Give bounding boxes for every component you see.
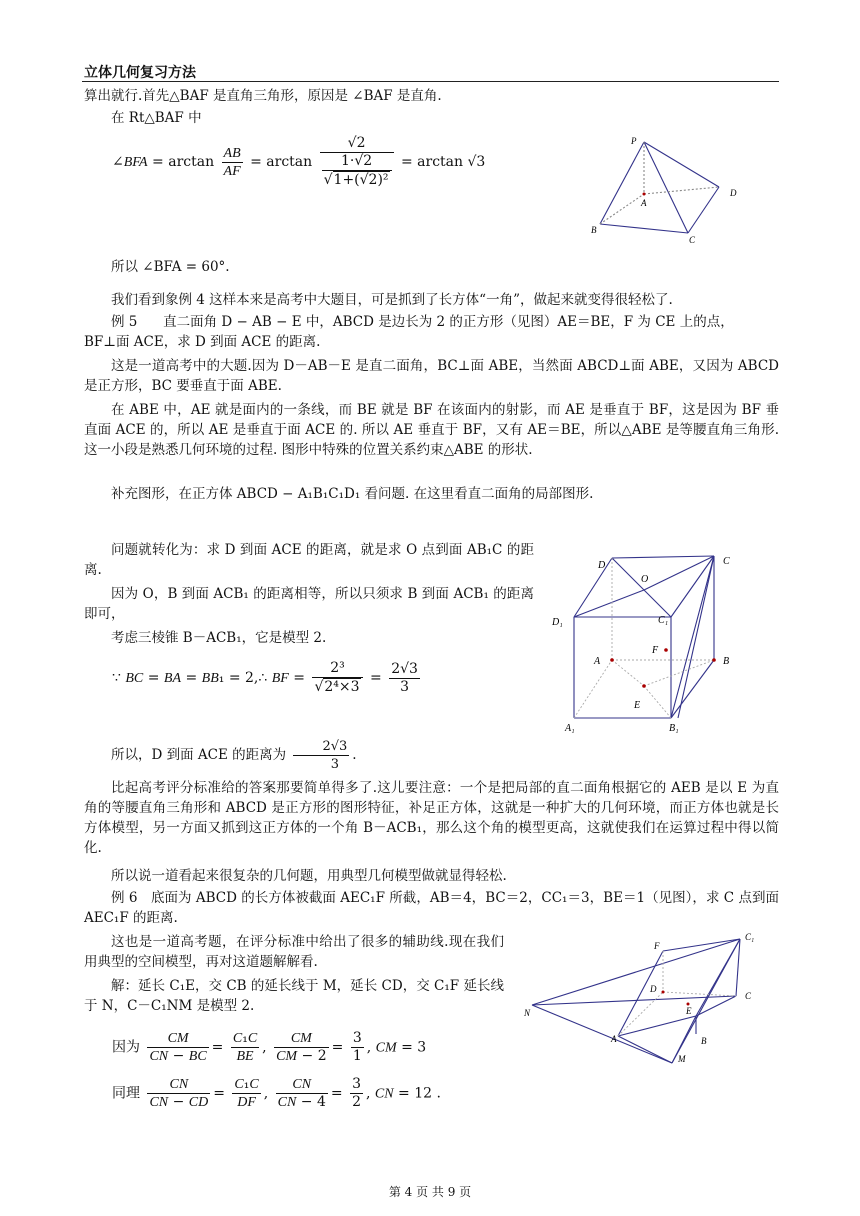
paragraph-5 bbox=[84, 312, 779, 332]
cube-figure bbox=[548, 546, 748, 738]
svg-text:B: B bbox=[701, 1036, 707, 1046]
svg-text:A: A bbox=[611, 1034, 617, 1044]
paragraph-2: 在 Rt△BAF 中 bbox=[111, 110, 202, 126]
svg-text:C: C bbox=[689, 235, 696, 245]
formula-cn: 同理 $\frac{CN}{CN - CD}$ = $\frac{\text{C₁C}}{DF}$ , $\frac{CN}{CN - 4}$ = $\frac{3}{2}$ , CN = 12 . bbox=[112, 1076, 441, 1110]
svg-text:A: A bbox=[594, 656, 601, 667]
svg-text:B: B bbox=[723, 656, 730, 667]
formula-bfa: ∠BFA = arctan $\frac{AB}{AF}$ = arctan $\frac{√2}{\frac{1\cdot√2}{\text{√1+(√2)²}}}$ = arctan √3 bbox=[112, 135, 486, 188]
svg-text:E: E bbox=[634, 700, 641, 711]
paragraph-8: 补充图形，在正方体 ABCD − A₁B₁C₁D₁ 看问题. 在这里看直二面角的局部图形. bbox=[111, 486, 594, 502]
svg-text:A₁: A₁ bbox=[565, 723, 575, 734]
paragraph-12: 所以，D 到面 ACE 的距离为 $\frac{2√3}{3}$ . bbox=[111, 739, 357, 772]
distance-text: 所以，D 到面 ACE 的距离为 bbox=[111, 747, 287, 763]
similarly-label: 同理 bbox=[112, 1085, 140, 1102]
svg-text:C: C bbox=[723, 556, 730, 567]
paragraph-7: 在 ABE 中，AE 就是面内的一条线，而 BE 就是 BF 在该面内的射影，而 AE 是垂直于 BF，这是因为 BF 垂直面 ACE 的，所以 AE 是垂直于面 ACE 的. 所以 AE 垂直于 BF，又有 AE＝BE，所以△ABE 是等腰直角三角形. 这一小段是熟悉几何环境的过程. 图形中特殊的位置关系约束△ABE 的形状. bbox=[84, 402, 779, 458]
cuboid-section-figure bbox=[520, 930, 770, 1065]
paragraph-9: 问题就转化为：求 D 到面 ACE 的距离，就是求 O 点到面 AB₁C 的距离. bbox=[84, 542, 534, 578]
paragraph-3: 所以 ∠BFA = 60°. bbox=[111, 259, 230, 275]
svg-text:B₁: B₁ bbox=[669, 723, 679, 734]
paragraph-15: 例 6 底面为 ABCD 的长方体被截面 AEC₁F 所截，AB＝4，BC＝2，CC₁＝3，BE＝1（见图），求 C 点到面 AEC₁F 的距离. bbox=[84, 890, 779, 926]
paragraph-16: 这也是一道高考题，在评分标准中给出了很多的辅助线.现在我们用典型的空间模型，再对这道题解解看. bbox=[84, 934, 504, 970]
svg-text:A: A bbox=[641, 198, 647, 208]
svg-text:F: F bbox=[652, 645, 659, 656]
pyramid-figure bbox=[585, 130, 755, 245]
svg-text:P: P bbox=[631, 136, 637, 146]
svg-text:D: D bbox=[598, 560, 606, 571]
paragraph-11: 考虑三棱锥 B－ACB₁，它是模型 2. bbox=[111, 630, 327, 646]
paragraph-13: 比起高考评分标准给的答案那要简单得多了.这儿要注意：一个是把局部的直二面角根据它的 AEB 是以 E 为直角的等腰直角三角形和 ABCD 是正方形的图形特征，补足正方体，这就是一种扩大的几何环境，而正方体也就是长方体模型，另一方面又抓到这正方体的一个角 B－ACB₁，那么这个角的模型更高，这就使我们在运算过程中得以简化. bbox=[84, 780, 779, 856]
svg-text:D: D bbox=[650, 984, 657, 994]
svg-text:C₁: C₁ bbox=[658, 615, 669, 626]
example-5-label: 例 5 bbox=[111, 314, 138, 330]
svg-text:F: F bbox=[654, 941, 660, 951]
paragraph-4: 我们看到象例 4 这样本来是高考中大题目，可是抓到了长方体“一角”，做起来就变得很轻松了. bbox=[111, 292, 673, 308]
svg-text:M: M bbox=[678, 1054, 686, 1064]
paragraph-17: 解：延长 C₁E，交 CB 的延长线于 M，延长 CD，交 C₁F 延长线于 N，C－C₁NM 是模型 2. bbox=[84, 978, 504, 1014]
header-rule bbox=[82, 81, 779, 82]
formula-bf: ∵ BC = BA = BB₁ = 2,∴ BF = $\frac{\text{2³}}{\text{√2⁴×3}}$ = $\frac{2√3}{3}$ bbox=[112, 660, 418, 695]
paragraph-10: 因为 O，B 到面 ACB₁ 的距离相等，所以只须求 B 到面 ACB₁ 的距离即可， bbox=[84, 586, 534, 622]
because-label: 因为 bbox=[112, 1039, 140, 1056]
svg-text:D: D bbox=[730, 188, 737, 198]
svg-text:E: E bbox=[686, 1006, 692, 1016]
svg-text:C: C bbox=[745, 991, 752, 1001]
svg-text:N: N bbox=[524, 1008, 531, 1018]
example-5-text: 直二面角 D − AB − E 中，ABCD 是边长为 2 的正方形（见图）AE＝BE，F 为 CE 上的点， bbox=[163, 314, 734, 330]
svg-text:O: O bbox=[641, 574, 649, 585]
formula-cm: 因为 $\frac{CM}{CN - BC}$ = $\frac{\text{C₁C}}{BE}$ , $\frac{CM}{CM - 2}$ = $\frac{3}{1}$ , CM = 3 bbox=[112, 1030, 427, 1064]
paragraph-14: 所以说一道看起来很复杂的几何题，用典型几何模型做就显得轻松. bbox=[111, 868, 507, 884]
paragraph-1: 算出就行.首先△BAF 是直角三角形，原因是 ∠BAF 是直角. bbox=[84, 88, 442, 104]
paragraph-6: 这是一道高考中的大题.因为 D－AB－E 是直二面角，BC⊥面 ABE，当然面 ABCD⊥面 ABE，又因为 ABCD 是正方形，BC 要垂直于面 ABE. bbox=[84, 358, 779, 394]
svg-text:D₁: D₁ bbox=[552, 617, 563, 628]
paragraph-5-cont: BF⊥面 ACE，求 D 到面 ACE 的距离. bbox=[84, 334, 321, 350]
page-footer: 第 4 页 共 9 页 bbox=[388, 1185, 472, 1199]
svg-text:B: B bbox=[591, 225, 597, 235]
svg-text:C₁: C₁ bbox=[745, 932, 755, 942]
page-header-title: 立体几何复习方法 bbox=[84, 65, 196, 81]
